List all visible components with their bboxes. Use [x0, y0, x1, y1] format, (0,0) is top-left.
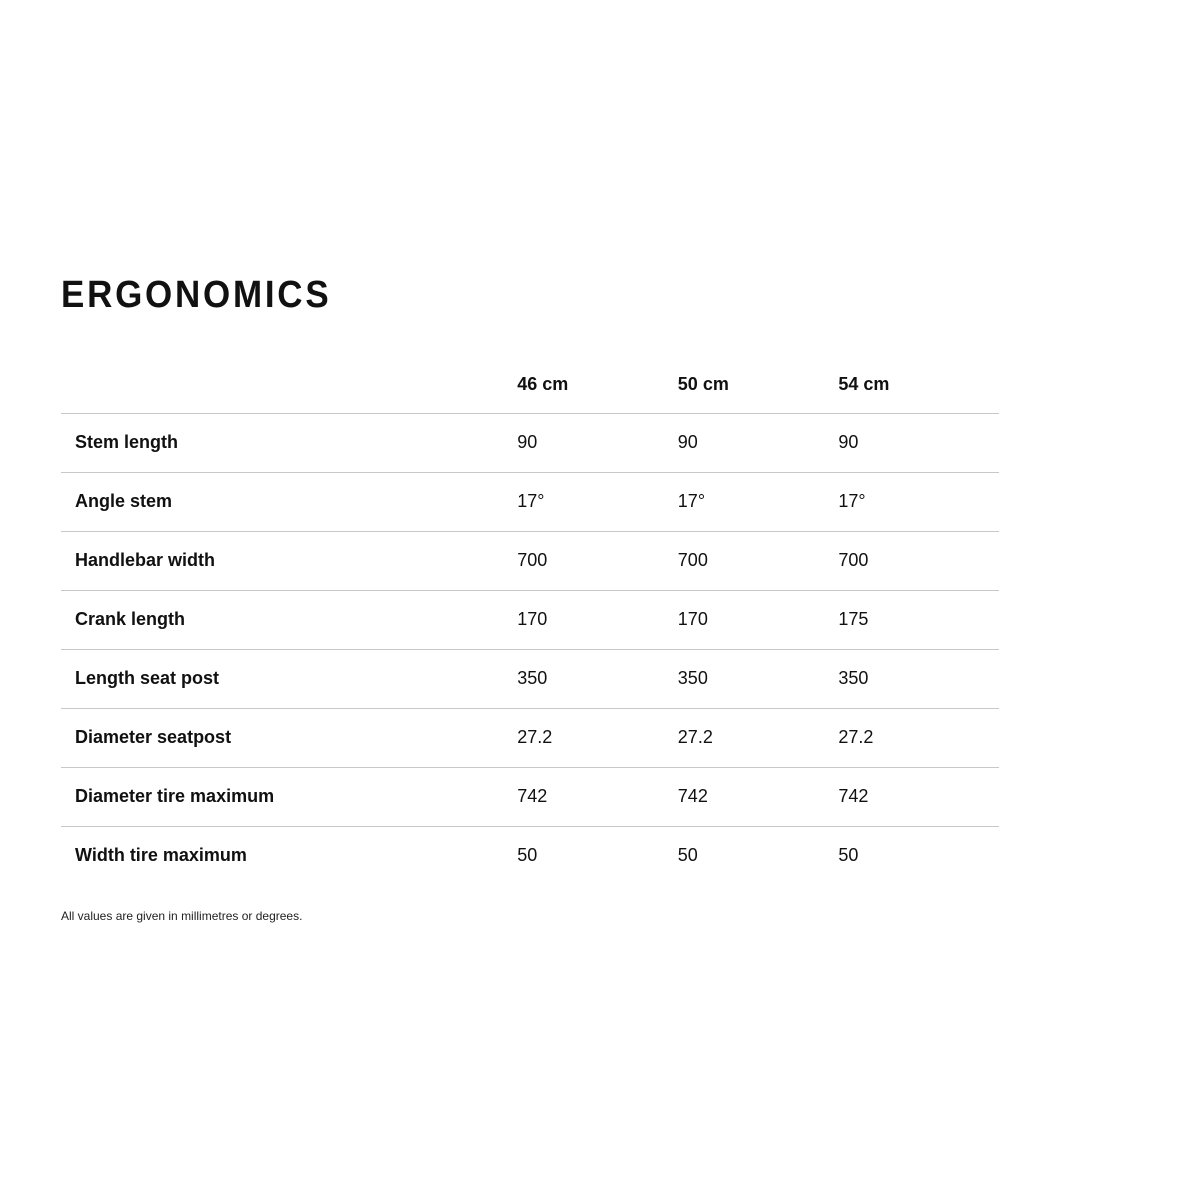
- cell-value: 50: [838, 845, 859, 866]
- table-row: [61, 649, 999, 708]
- cell-value: 90: [678, 413, 839, 472]
- cell-value: 700: [838, 531, 999, 590]
- row-label: Stem length: [61, 413, 517, 472]
- cell-value: 170: [678, 590, 839, 649]
- cell-value: 17°: [838, 472, 999, 531]
- cell-value: 17°: [517, 472, 678, 531]
- cell-value: 742: [517, 767, 678, 826]
- cell-value: 27.2: [517, 708, 678, 767]
- cell-value: 27.2: [678, 708, 839, 767]
- row-label: Length seat post: [61, 649, 517, 708]
- cell-value: 700: [678, 531, 839, 590]
- page-title: ERGONOMICS: [61, 274, 332, 316]
- table-row: [61, 826, 999, 885]
- table-row: [61, 472, 999, 531]
- cell-value: 175: [838, 590, 999, 649]
- table-row: [61, 531, 999, 590]
- row-label: Angle stem: [61, 472, 517, 531]
- row-label: Handlebar width: [61, 531, 517, 590]
- table-row: [61, 413, 999, 472]
- cell-value: 350: [517, 649, 678, 708]
- ergonomics-table: [61, 356, 999, 885]
- row-label: Crank length: [61, 590, 517, 649]
- cell-value: 90: [517, 413, 678, 472]
- column-header-54cm: 54 cm: [838, 356, 999, 413]
- row-label: Diameter seatpost: [61, 708, 517, 767]
- cell-value: 742: [838, 767, 999, 826]
- footnote: All values are given in millimetres or degrees.: [61, 909, 303, 923]
- cell-value: 27.2: [838, 708, 999, 767]
- cell-value: 90: [838, 413, 999, 472]
- column-header-46cm: 46 cm: [517, 356, 678, 413]
- cell-value: 50: [677, 845, 698, 866]
- cell-value: 700: [517, 531, 678, 590]
- column-header-50cm: 50 cm: [678, 356, 839, 413]
- cell-value: 17°: [678, 472, 839, 531]
- cell-value: 50: [517, 845, 538, 866]
- cell-value: 742: [678, 767, 839, 826]
- cell-value: 350: [678, 649, 839, 708]
- table-row: [61, 767, 999, 826]
- cell-value: 170: [517, 590, 678, 649]
- cell-value: 350: [838, 649, 999, 708]
- table-row: [61, 708, 999, 767]
- row-label: Width tire maximum: [75, 845, 247, 866]
- table-row: [61, 590, 999, 649]
- table-header-row: [61, 356, 999, 413]
- header-blank-cell: [61, 356, 517, 413]
- row-label: Diameter tire maximum: [61, 767, 517, 826]
